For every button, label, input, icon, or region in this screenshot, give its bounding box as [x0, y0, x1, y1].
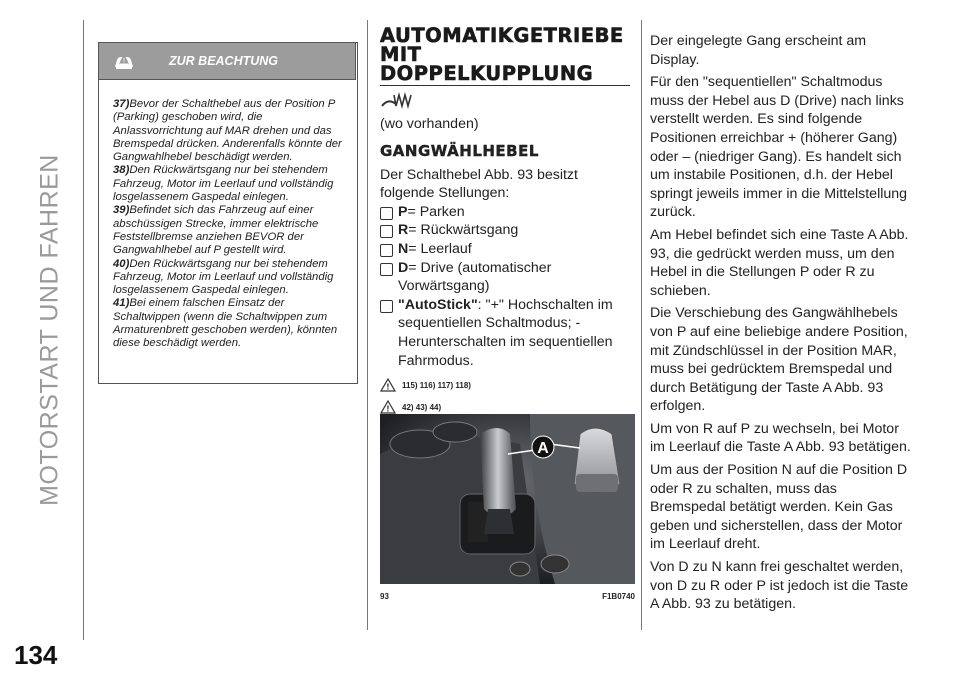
intro-text: Der Schalthebel Abb. 93 besitzt folgende Stellungen:	[380, 166, 578, 202]
position-item: P= Parken	[380, 203, 635, 222]
paragraph: Um aus der Position N auf die Position D oder R zu schalten, muss das Bremspedal betätigt werden. Kein Gas geben und sicherstellen, dass der Motor im Leerlauf dreht.	[650, 462, 908, 553]
paragraph: Von D zu N kann frei geschaltet werden, von D zu R oder P ist jedoch ist die Taste A Abb. 93 zu betätigen.	[650, 559, 909, 613]
gear-lever-illustration	[380, 414, 635, 584]
svg-text:!: !	[386, 382, 390, 392]
warning-triangle-icon	[380, 378, 396, 392]
page-number: 134	[14, 640, 58, 670]
paragraph: Die Verschiebung des Gangwählhebels von P auf eine beliebige andere Position, mit Zündschlüssel in der Position MAR, muss bei gedrücktem Bremspedal und durch Betätigung der Taste A Abb. 93 erfolgen.	[650, 305, 908, 415]
svg-text:!: !	[386, 404, 390, 414]
subsection-title: GANGWÄHLHEBEL	[380, 141, 539, 160]
car-warning-icon	[113, 51, 135, 71]
figure-code: F1B0740	[602, 592, 635, 601]
column-divider-2	[641, 20, 642, 630]
checkbox-bullet-icon	[380, 263, 393, 276]
note-item: 41)Bei einem falschen Einsatz der Schaltwippen (wenn die Schaltwippen zum Armaturenbrett geschoben werden), könnten diese beschädigt werden.	[113, 297, 338, 350]
caution-triangle-icon	[380, 400, 396, 414]
note-item: 40)Den Rückwärtsgang nur bei stehendem Fahrzeug, Motor im Leerlauf und vollständig losgelassenem Gaspedal einlegen.	[113, 257, 334, 297]
caution-refs: ! 42) 43) 44)	[380, 400, 635, 414]
paragraph: Um von R auf P zu wechseln, bei Motor im Leerlauf die Taste A Abb. 93 betätigen.	[650, 420, 911, 456]
position-item: "AutoStick": "+" Hochschalten im sequentiellen Schaltmodus; - Herunterschalten im sequentiellen Fahrmodus.	[380, 296, 635, 370]
main-column	[380, 26, 635, 414]
warning-notes	[113, 98, 353, 351]
figure-number: 93	[380, 592, 389, 601]
paragraph: Für den "sequentiellen" Schaltmodus muss der Hebel aus D (Drive) nach links verstellt werden. Es sind folgende Positionen erreichbar + (höherer Gang) oder – (niedriger Gang). Es handelt sich um instabile Positionen, d.h. der Hebel springt jeweils immer in die Mittelstellung zurück.	[650, 74, 908, 221]
checkbox-bullet-icon	[380, 207, 393, 220]
column-divider-1	[367, 20, 368, 630]
section-title: AUTOMATIKGETRIEBE MIT DOPPELKUPPLUNG	[380, 26, 630, 86]
callout-label: A	[537, 440, 549, 457]
note-item: 39)Befindet sich das Fahrzeug auf einer abschüssigen Strecke, immer elektrische Feststellbremse anziehen BEVOR der Gangwahlhebel auf P gestellt wird.	[113, 204, 319, 257]
note-item: 37)Bevor der Schalthebel aus der Position P (Parking) geschoben wird, die Anlassvorrichtung auf MAR drehen und das Bremspedal drücken. Anderenfalls könnte der Gangwahlhebel beschädigt werden.	[113, 98, 342, 164]
gearbox-icon	[380, 92, 420, 110]
chapter-side-title: MOTORSTART UND FAHREN	[35, 154, 64, 506]
warning-refs: ! 115) 116) 117) 118)	[380, 378, 635, 392]
note-item: 38)Den Rückwärtsgang nur bei stehendem Fahrzeug, Motor im Leerlauf und vollständig losgelassenem Gaspedal einlegen.	[113, 164, 334, 204]
figure-caption	[380, 592, 635, 601]
checkbox-bullet-icon	[380, 225, 393, 238]
position-item: N= Leerlauf	[380, 240, 635, 259]
right-column	[650, 32, 915, 618]
availability-note: (wo vorhanden)	[380, 116, 479, 132]
checkbox-bullet-icon	[380, 300, 393, 313]
paragraph: Der eingelegte Gang erscheint am Display.	[650, 33, 867, 68]
warning-header	[98, 42, 356, 80]
position-item: R= Rückwärtsgang	[380, 221, 635, 240]
position-item: D= Drive (automatischer Vorwärtsgang)	[380, 259, 635, 296]
gear-lever-figure	[380, 414, 635, 584]
checkbox-bullet-icon	[380, 244, 393, 257]
paragraph: Am Hebel befindet sich eine Taste A Abb. 93, die gedrückt werden muss, um den Hebel in die Stellungen P oder R zu schieben.	[650, 226, 909, 299]
warning-heading: ZUR BEACHTUNG	[169, 54, 279, 68]
margin-divider	[83, 20, 84, 640]
svg-text:!: !	[123, 58, 125, 65]
